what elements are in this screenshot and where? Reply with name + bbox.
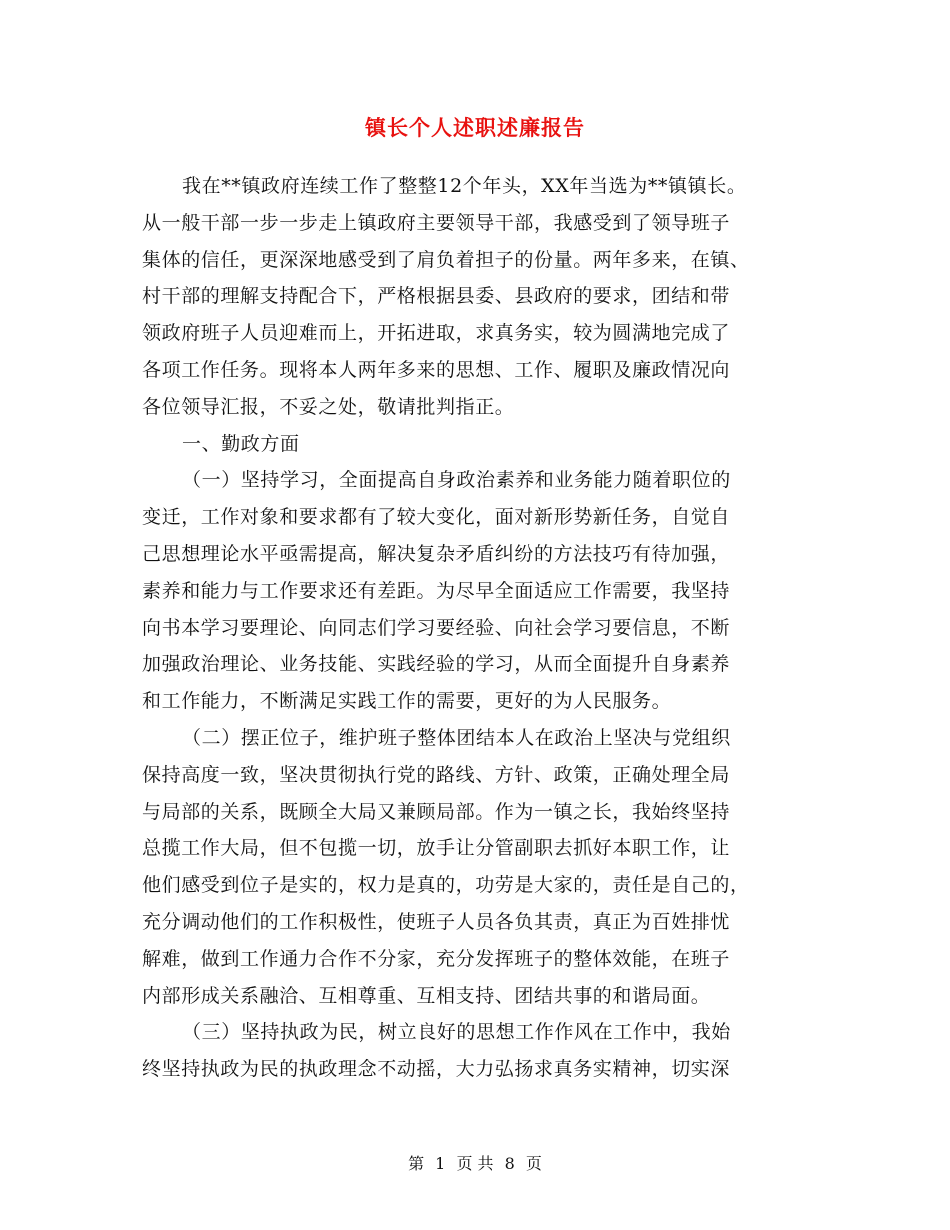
paragraph-line: （一）坚持学习，全面提高自身政治素养和业务能力随着职位的 bbox=[182, 469, 731, 492]
paragraph-line: 加强政治理论、业务技能、实践经验的学习，从而全面提升自身素养 bbox=[142, 653, 731, 676]
paragraph-line: 他们感受到位子是实的，权力是真的，功劳是大家的，责任是自己的， bbox=[142, 874, 750, 897]
paragraph-line: 内部形成关系融洽、互相尊重、互相支持、团结共事的和谐局面。 bbox=[142, 984, 711, 1007]
current-page-number: 1 bbox=[435, 1154, 446, 1173]
total-pages-number: 8 bbox=[504, 1154, 515, 1173]
paragraph-line: 集体的信任，更深深地感受到了肩负着担子的份量。两年多来，在镇、 bbox=[142, 248, 750, 271]
paragraph-line: 领政府班子人员迎难而上，开拓进取，求真务实，较为圆满地完成了 bbox=[142, 322, 731, 345]
paragraph-line: 各位领导汇报，不妥之处，敬请批判指正。 bbox=[142, 395, 515, 418]
paragraph-line: 终坚持执政为民的执政理念不动摇，大力弘扬求真务实精神，切实深 bbox=[142, 1058, 731, 1081]
paragraph-line: 和工作能力，不断满足实践工作的需要，更好的为人民服务。 bbox=[142, 690, 672, 713]
paragraph-line: 保持高度一致，坚决贯彻执行党的路线、方针、政策，正确处理全局 bbox=[142, 763, 731, 786]
paragraph-line: 向书本学习要理论、向同志们学习要经验、向社会学习要信息，不断 bbox=[142, 616, 731, 639]
paragraph-line: 从一般干部一步一步走上镇政府主要领导干部，我感受到了领导班子 bbox=[142, 211, 731, 234]
paragraph-line: 变迁，工作对象和要求都有了较大变化，面对新形势新任务，自觉自 bbox=[142, 506, 731, 529]
paragraph-line: 充分调动他们的工作积极性，使班子人员各负其责，真正为百姓排忧 bbox=[142, 910, 731, 933]
paragraph-line: 总揽工作大局，但不包揽一切，放手让分管副职去抓好本职工作，让 bbox=[142, 837, 731, 860]
paragraph-line: 与局部的关系，既顾全大局又兼顾局部。作为一镇之长，我始终坚持 bbox=[142, 800, 731, 823]
document-title: 镇长个人述职述廉报告 bbox=[365, 115, 585, 140]
footer-suffix: 页 bbox=[525, 1154, 542, 1173]
document-body bbox=[142, 168, 804, 1088]
paragraph-line: 我在**镇政府连续工作了整整12个年头，XX年当选为**镇镇长。 bbox=[182, 175, 747, 197]
section-heading: 一、勤政方面 bbox=[182, 432, 300, 455]
paragraph-line: 村干部的理解支持配合下，严格根据县委、县政府的要求，团结和带 bbox=[142, 285, 731, 308]
paragraph-line: 各项工作任务。现将本人两年多来的思想、工作、履职及廉政情况向 bbox=[142, 358, 731, 381]
page-footer bbox=[0, 1152, 950, 1176]
paragraph-line: 己思想理论水平亟需提高，解决复杂矛盾纠纷的方法技巧有待加强， bbox=[142, 542, 731, 565]
paragraph-line: （二）摆正位子，维护班子整体团结本人在政治上坚决与党组织 bbox=[182, 726, 731, 749]
paragraph-line: （三）坚持执政为民，树立良好的思想工作作风在工作中，我始 bbox=[182, 1021, 731, 1044]
footer-prefix: 第 bbox=[408, 1154, 425, 1173]
paragraph-line: 素养和能力与工作要求还有差距。为尽早全面适应工作需要，我坚持 bbox=[142, 579, 731, 602]
paragraph-line: 解难，做到工作通力合作不分家，充分发挥班子的整体效能，在班子 bbox=[142, 947, 731, 970]
footer-middle: 页 共 bbox=[456, 1154, 494, 1173]
